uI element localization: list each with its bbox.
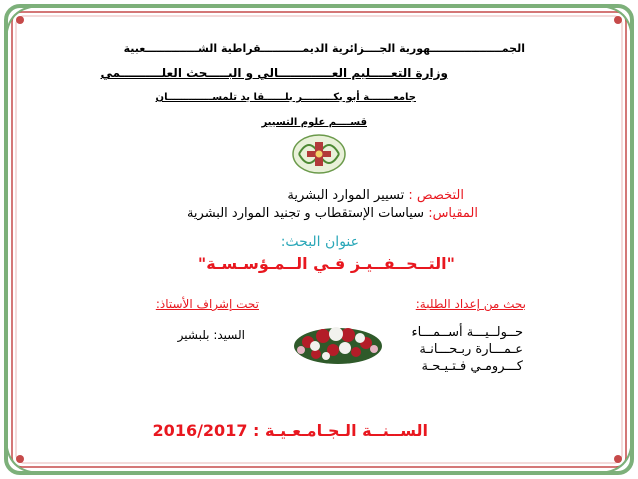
university-emblem-icon — [289, 132, 349, 176]
students-label: بحث من إعداد الطلبة: — [415, 297, 526, 311]
student-name-3: كـــرومـي فـتـيـحـة — [421, 359, 523, 374]
flower-bouquet-icon — [290, 316, 386, 368]
specialty-value: تسيير الموارد البشرية — [287, 188, 405, 203]
supervisor-label: تحت إشراف الأستاذ: — [155, 297, 259, 311]
ministry-title: وزارة التعـــــليم العـــــــــــــالي و البـــــحث العلــــــــــمي — [100, 66, 448, 80]
academic-year-value: 2016/2017 — [152, 421, 248, 440]
student-name-1: حــولــيـــة أســمـــاء — [411, 325, 523, 340]
republic-title: الجمـــــــــــــــــــهورية الجــــزائرية الديمـــــــــــقراطية الشــــــــــــــعبية — [123, 42, 525, 55]
module-value: سياسات الإستقطاب و تجنيد الموارد البشرية — [186, 206, 425, 221]
student-name-2: عـمـــارة ربـحـــانـة — [419, 342, 523, 357]
module-label: المقياس: — [428, 206, 478, 221]
specialty-line — [287, 188, 464, 203]
department-name: قســــم علوم التسيير — [261, 117, 367, 128]
academic-year-label: الســنــة الـجـامـعـيـة : — [253, 421, 428, 440]
university-name: جامعـــــــة أبو بكـــــــــر بلــــــقا يد تلمســـــــــــــان — [155, 92, 416, 103]
academic-year-line — [153, 421, 428, 440]
research-title-value: "التــحــفــيـز فـي الــمـؤسـسـة" — [197, 254, 455, 273]
module-line — [187, 206, 478, 221]
research-title-label: عنوان البحث: — [280, 234, 359, 250]
supervisor-name: السيد: بلبشير — [177, 328, 245, 342]
specialty-label: التخصص : — [408, 188, 464, 203]
